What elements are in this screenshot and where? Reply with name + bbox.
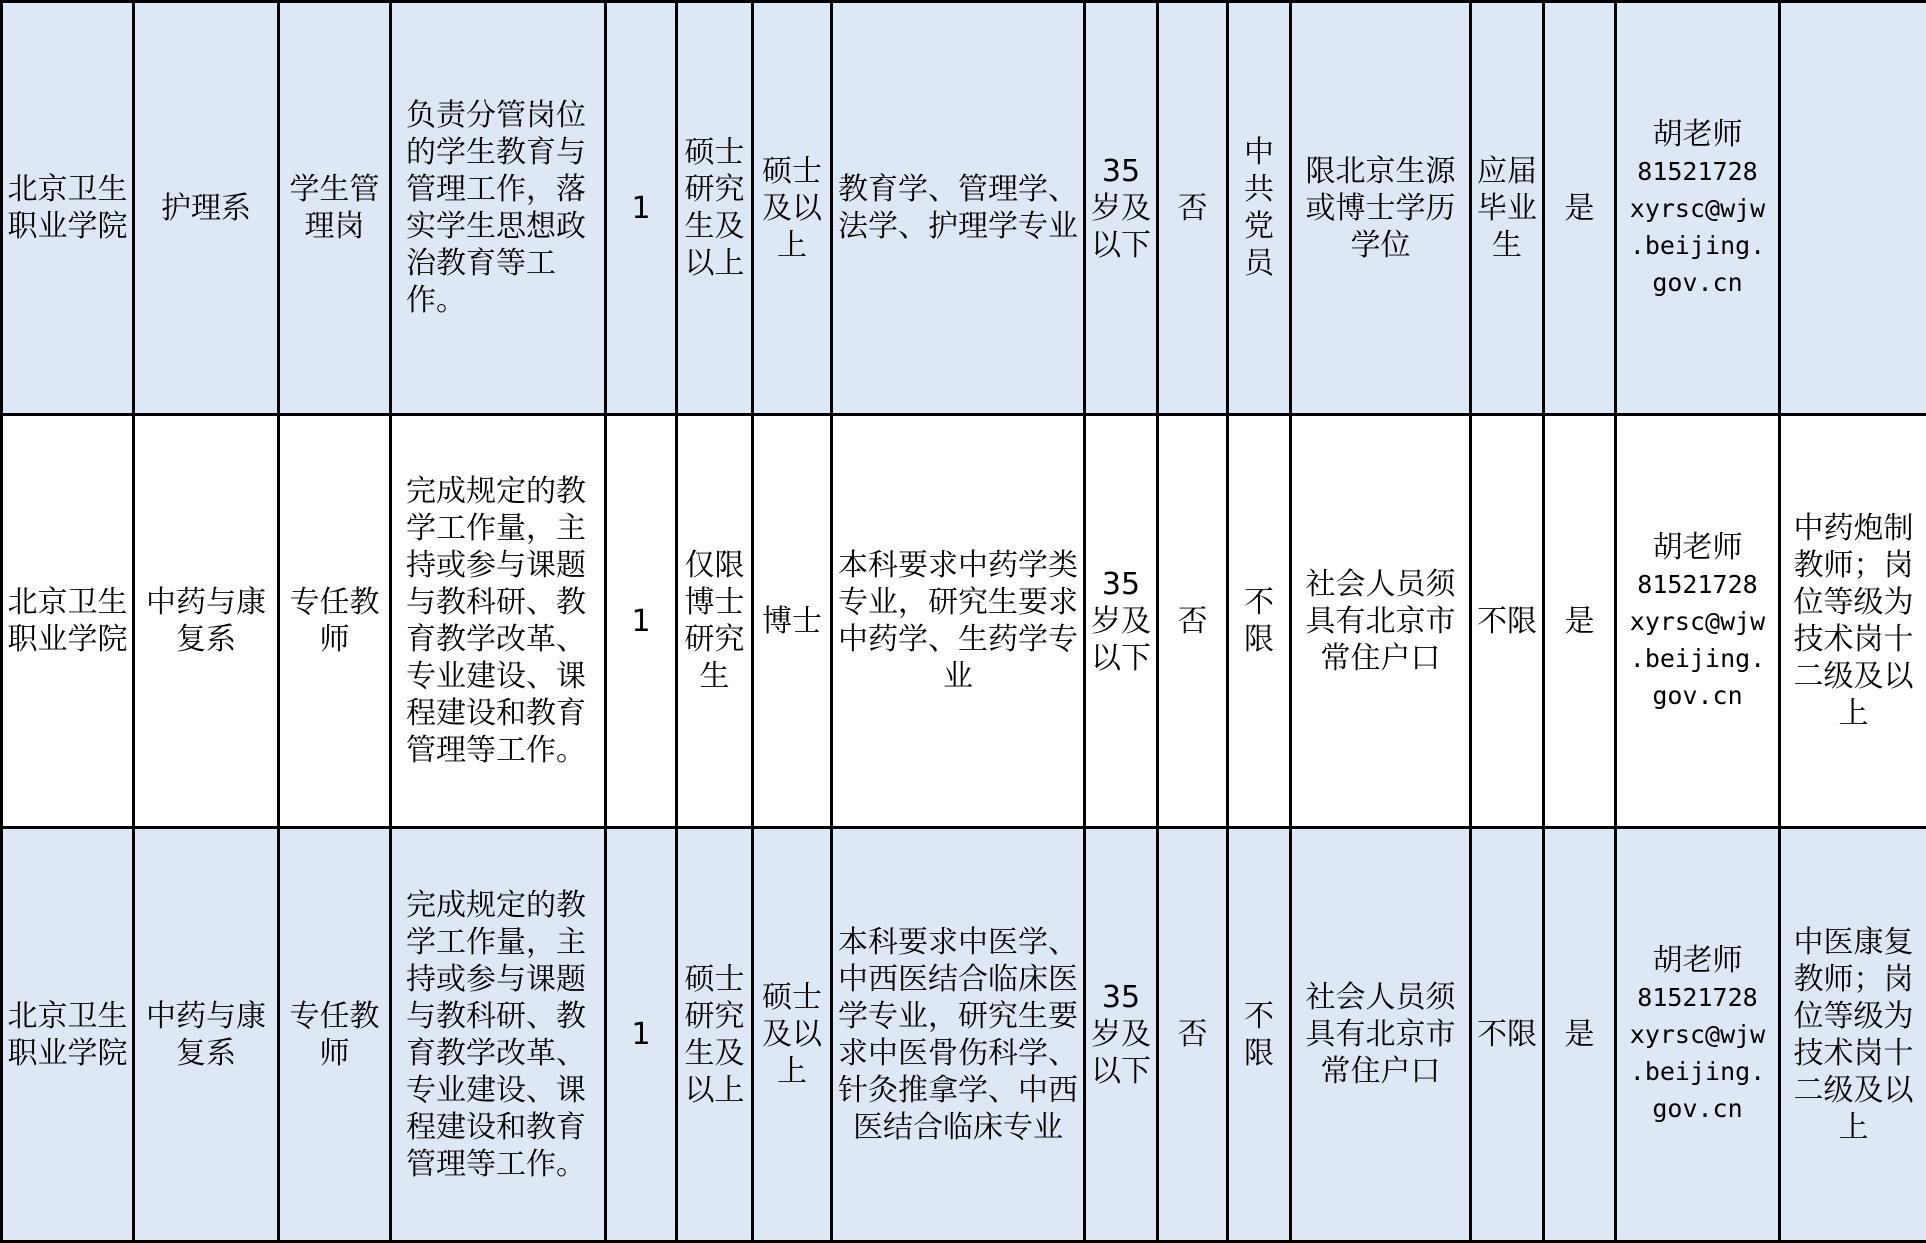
contact-email-part: gov.cn [1621, 677, 1774, 714]
candidate-source-cell: 应届毕业生 [1471, 2, 1544, 415]
degree-cell: 硕士及以上 [753, 828, 832, 1242]
headcount-cell: 1 [606, 415, 677, 828]
headcount-cell: 1 [606, 828, 677, 1242]
post-name-cell: 学生管理岗 [279, 2, 391, 415]
political-status-cell: 中共党员 [1228, 2, 1291, 415]
contact-phone: 81521728 [1621, 979, 1774, 1016]
department-cell: 中药与康复系 [134, 415, 279, 828]
major-cell: 教育学、管理学、法学、护理学专业 [832, 2, 1085, 415]
contact-email-part: xyrsc@wjw [1621, 1016, 1774, 1053]
education-cell: 硕士研究生及以上 [677, 2, 753, 415]
table-row [2, 415, 1926, 828]
age-cell: 35岁及以下 [1085, 2, 1158, 415]
note-cell [1780, 2, 1926, 415]
age-cell: 35岁及以下 [1085, 415, 1158, 828]
duty-description-cell: 负责分管岗位的学生教育与管理工作，落实学生思想政治教育等工作。 [391, 2, 606, 415]
unit-cell: 北京卫生职业学院 [2, 2, 134, 415]
political-status-cell: 不限 [1228, 828, 1291, 1242]
contact-email-part: .beijing. [1621, 227, 1774, 264]
education-cell: 仅限博士研究生 [677, 415, 753, 828]
contact-phone: 81521728 [1621, 153, 1774, 190]
yes-no-cell: 否 [1158, 828, 1228, 1242]
contact-name: 胡老师 [1621, 116, 1774, 153]
contact-cell [1616, 828, 1780, 1242]
yes-no-cell: 是 [1544, 828, 1616, 1242]
department-cell: 护理系 [134, 2, 279, 415]
post-name-cell: 专任教师 [279, 415, 391, 828]
contact-phone: 81521728 [1621, 566, 1774, 603]
department-cell: 中药与康复系 [134, 828, 279, 1242]
duty-description-cell: 完成规定的教学工作量，主持或参与课题与教科研、教育教学改革、专业建设、课程建设和教育管理等工作。 [391, 828, 606, 1242]
contact-cell [1616, 415, 1780, 828]
yes-no-cell: 否 [1158, 2, 1228, 415]
post-name-cell: 专任教师 [279, 828, 391, 1242]
major-cell: 本科要求中医学、中西医结合临床医学专业，研究生要求中医骨伤科学、针灸推拿学、中西医结合临床专业 [832, 828, 1085, 1242]
contact-email-part: xyrsc@wjw [1621, 190, 1774, 227]
unit-cell: 北京卫生职业学院 [2, 828, 134, 1242]
contact-name: 胡老师 [1621, 942, 1774, 979]
table-row [2, 828, 1926, 1242]
contact-cell [1616, 2, 1780, 415]
contact-email-part: gov.cn [1621, 264, 1774, 301]
headcount-cell: 1 [606, 2, 677, 415]
education-cell: 硕士研究生及以上 [677, 828, 753, 1242]
contact-email-part: .beijing. [1621, 1053, 1774, 1090]
major-cell: 本科要求中药学类专业，研究生要求中药学、生药学专业 [832, 415, 1085, 828]
candidate-source-cell: 不限 [1471, 415, 1544, 828]
contact-name: 胡老师 [1621, 529, 1774, 566]
unit-cell: 北京卫生职业学院 [2, 415, 134, 828]
degree-cell: 硕士及以上 [753, 2, 832, 415]
contact-email-part: .beijing. [1621, 640, 1774, 677]
contact-email-part: gov.cn [1621, 1090, 1774, 1127]
candidate-source-cell: 不限 [1471, 828, 1544, 1242]
other-requirement-cell: 社会人员须具有北京市常住户口 [1291, 828, 1471, 1242]
note-cell: 中药炮制教师；岗位等级为技术岗十二级及以上 [1780, 415, 1926, 828]
other-requirement-cell: 社会人员须具有北京市常住户口 [1291, 415, 1471, 828]
political-status-cell: 不限 [1228, 415, 1291, 828]
other-requirement-cell: 限北京生源或博士学历学位 [1291, 2, 1471, 415]
yes-no-cell: 是 [1544, 415, 1616, 828]
duty-description-cell: 完成规定的教学工作量，主持或参与课题与教科研、教育教学改革、专业建设、课程建设和教育管理等工作。 [391, 415, 606, 828]
age-cell: 35岁及以下 [1085, 828, 1158, 1242]
degree-cell: 博士 [753, 415, 832, 828]
note-cell: 中医康复教师；岗位等级为技术岗十二级及以上 [1780, 828, 1926, 1242]
yes-no-cell: 是 [1544, 2, 1616, 415]
yes-no-cell: 否 [1158, 415, 1228, 828]
table-row [2, 2, 1926, 415]
contact-email-part: xyrsc@wjw [1621, 603, 1774, 640]
